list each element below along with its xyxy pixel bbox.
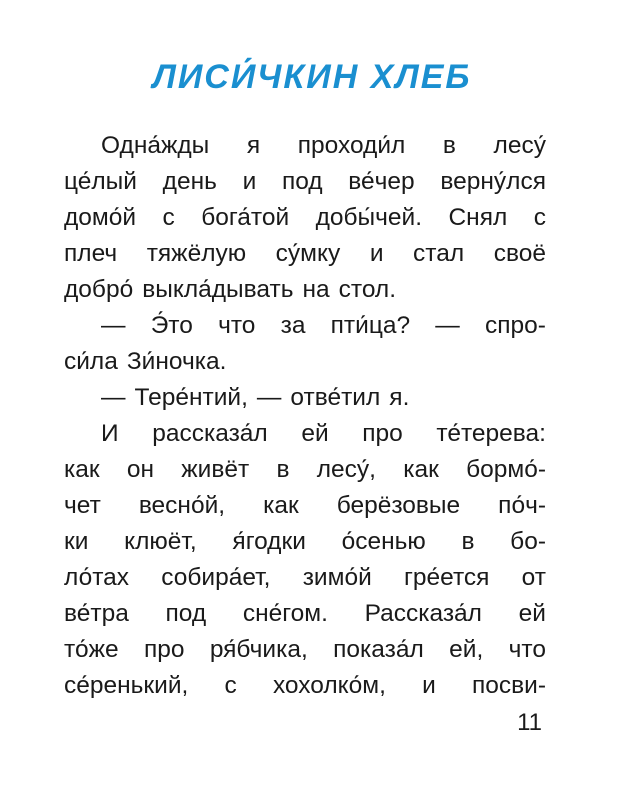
word: и xyxy=(369,240,384,267)
word: ря́бчика, xyxy=(209,636,308,663)
word: добро́ xyxy=(64,276,134,303)
word: хохолко́м, xyxy=(272,672,386,699)
word: про xyxy=(362,420,403,447)
word: про xyxy=(143,636,185,663)
word: лесу́ xyxy=(493,132,546,159)
word: живёт xyxy=(181,456,250,483)
word: Снял xyxy=(448,204,508,231)
word: о́сенью xyxy=(341,528,426,555)
text-line xyxy=(64,344,546,380)
text-line xyxy=(64,596,546,632)
word: стол. xyxy=(338,276,397,303)
word: день xyxy=(162,168,217,195)
word: це́лый xyxy=(64,168,137,195)
page-number: 11 xyxy=(517,709,542,736)
word: по́ч- xyxy=(498,492,546,519)
word: тяжёлую xyxy=(146,240,247,267)
word: своё xyxy=(493,240,546,267)
word: ей xyxy=(518,600,546,627)
text-line xyxy=(64,488,546,524)
word: в xyxy=(442,132,456,159)
word: отве́тил xyxy=(290,384,381,411)
word: то́же xyxy=(64,636,119,663)
word: что xyxy=(508,636,546,663)
word: Одна́жды xyxy=(101,132,210,159)
word: верну́лся xyxy=(440,168,546,195)
word: домо́й xyxy=(64,204,137,231)
text-line xyxy=(64,416,546,452)
word: — xyxy=(435,312,460,339)
word: как xyxy=(64,456,100,483)
word: и xyxy=(242,168,257,195)
word: берёзовые xyxy=(336,492,461,519)
word: — xyxy=(101,312,126,339)
word: я. xyxy=(389,384,410,411)
word: выкла́дывать xyxy=(142,276,294,303)
word: чет xyxy=(64,492,101,519)
word: добы́чей. xyxy=(315,204,423,231)
text-line xyxy=(64,560,546,596)
word: бо- xyxy=(510,528,546,555)
word: те́терева: xyxy=(436,420,546,447)
word: ей, xyxy=(449,636,484,663)
word: и xyxy=(422,672,436,699)
story-text xyxy=(64,128,546,704)
text-line xyxy=(64,524,546,560)
text-line xyxy=(64,164,546,200)
text-line xyxy=(64,452,546,488)
word: собира́ет, xyxy=(161,564,271,591)
word: проходи́л xyxy=(297,132,406,159)
word: с xyxy=(533,204,546,231)
word: гре́ется xyxy=(403,564,490,591)
word: на xyxy=(302,276,330,303)
word: как xyxy=(263,492,299,519)
word: бормо́- xyxy=(466,456,546,483)
text-line xyxy=(64,272,546,308)
word: что xyxy=(218,312,256,339)
word: сне́гом. xyxy=(242,600,328,627)
word: в xyxy=(461,528,475,555)
word: плеч xyxy=(64,240,118,267)
word: лесу́, xyxy=(316,456,376,483)
word: посви- xyxy=(471,672,546,699)
word: я́годки xyxy=(232,528,306,555)
story-title: ЛИСИ́ЧКИН ХЛЕБ xyxy=(152,58,472,96)
word: весно́й, xyxy=(138,492,226,519)
word: ве́тра xyxy=(64,600,129,627)
text-line xyxy=(64,128,546,164)
word: я xyxy=(246,132,261,159)
word: Тере́нтий, xyxy=(134,384,248,411)
word: пти́ца? xyxy=(330,312,411,339)
word: от xyxy=(521,564,546,591)
text-line xyxy=(64,668,546,704)
word: стал xyxy=(413,240,465,267)
word: клюёт, xyxy=(124,528,197,555)
text-line xyxy=(64,380,546,416)
word: ло́тах xyxy=(64,564,130,591)
word: — xyxy=(101,384,126,411)
word: Зи́ночка. xyxy=(126,348,227,375)
word: Рассказа́л xyxy=(364,600,482,627)
word: се́ренький, xyxy=(64,672,189,699)
word: с xyxy=(224,672,237,699)
word: Э́то xyxy=(150,312,193,339)
word: рассказа́л xyxy=(152,420,268,447)
word: ве́чер xyxy=(348,168,415,195)
word: под xyxy=(165,600,207,627)
word: зимо́й xyxy=(302,564,372,591)
word: под xyxy=(281,168,323,195)
word: ки xyxy=(64,528,89,555)
word: за xyxy=(280,312,306,339)
text-line xyxy=(64,308,546,344)
word: как xyxy=(403,456,439,483)
word: он xyxy=(126,456,155,483)
text-line xyxy=(64,236,546,272)
word: си́ла xyxy=(64,348,118,375)
word: спро- xyxy=(484,312,546,339)
word: И xyxy=(101,420,119,447)
word: су́мку xyxy=(275,240,341,267)
word: бога́той xyxy=(201,204,290,231)
text-line xyxy=(64,200,546,236)
word: ей xyxy=(301,420,329,447)
word: в xyxy=(276,456,290,483)
word: показа́л xyxy=(333,636,424,663)
word: — xyxy=(256,384,282,411)
word: с xyxy=(162,204,175,231)
text-line xyxy=(64,632,546,668)
